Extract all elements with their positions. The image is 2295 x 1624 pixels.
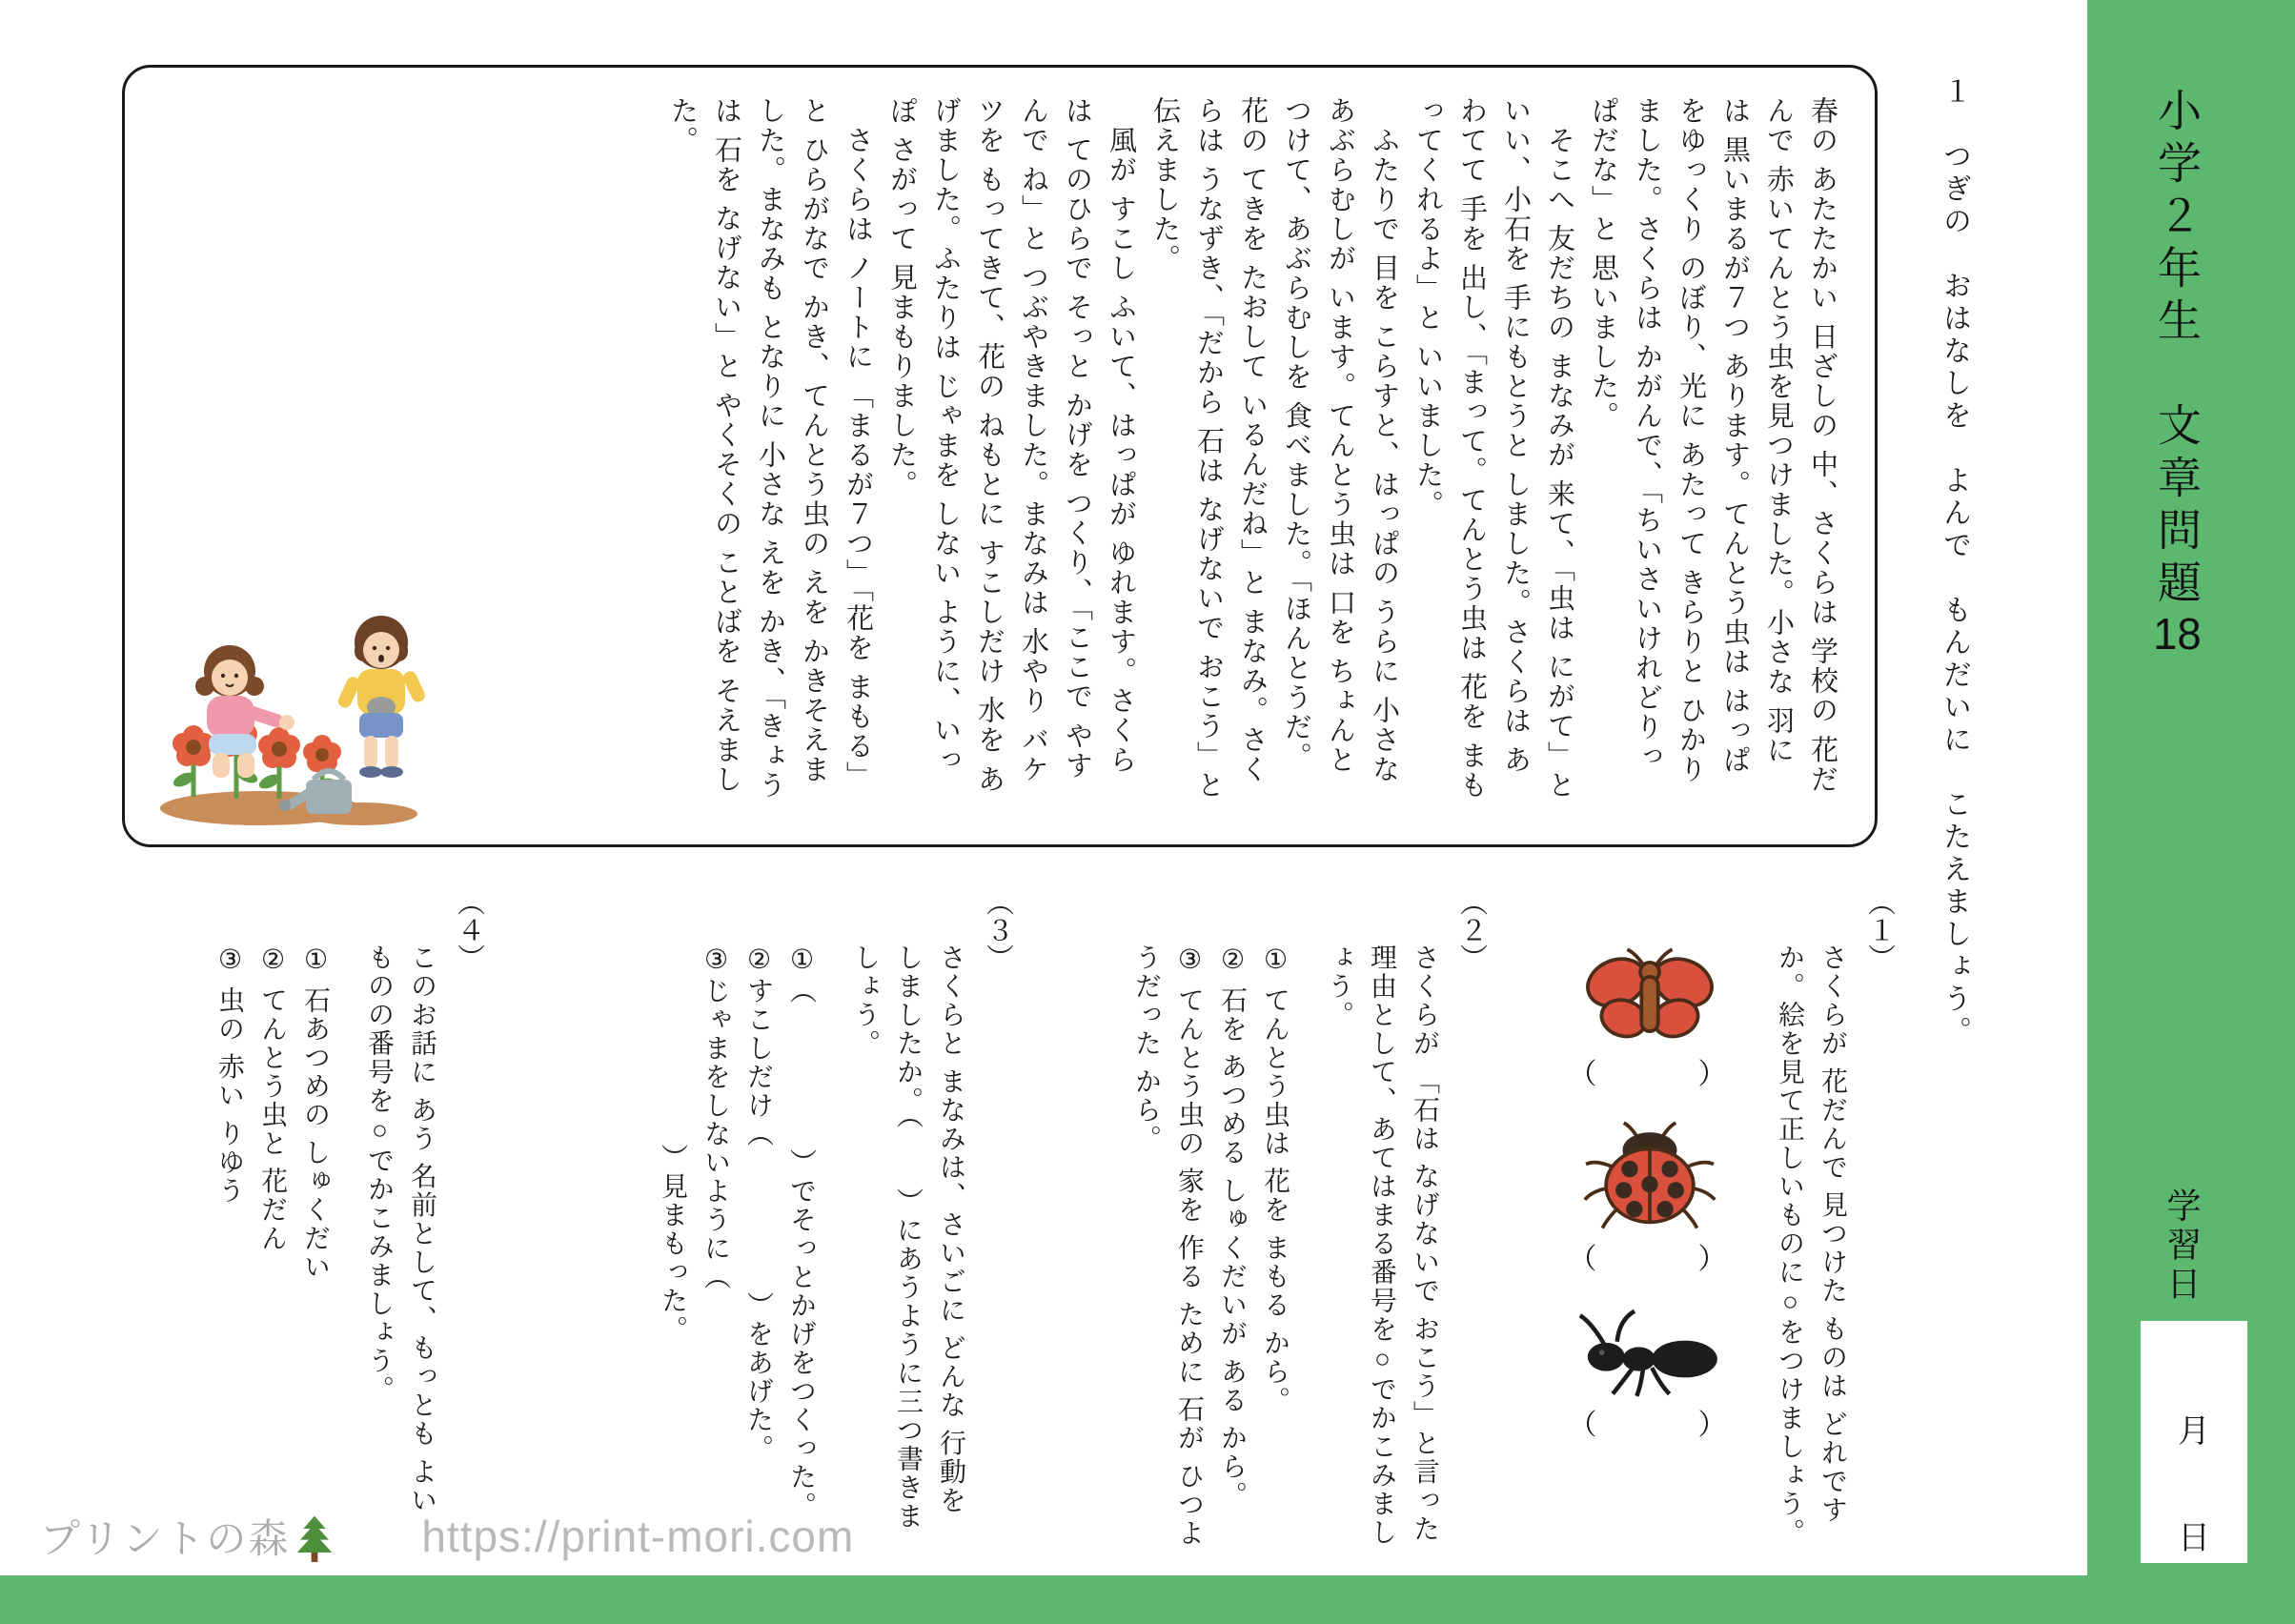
question-line: さくらと まなみは、さいごに どんな 行動を <box>937 944 966 1515</box>
story-line: んで ね」と つぶやきました。まなみは 水やり バケ <box>1018 96 1048 785</box>
footer <box>40 1508 854 1565</box>
question-1-content <box>1556 888 1855 1571</box>
butterfly-icon <box>1577 944 1722 1050</box>
option-1[interactable]: ① てんとう虫は 花を まもる から。 <box>1261 944 1290 1415</box>
option-3[interactable]: ③じゃまをしないように（ <box>701 944 731 1291</box>
question-3 <box>652 888 1023 1571</box>
worksheet-title-text: 小学２年生 文章問題 <box>2152 88 2202 612</box>
question-3-header: （３） <box>983 888 1013 971</box>
figure-ant <box>1556 1302 1742 1443</box>
story-line: 伝えました。 <box>1149 96 1180 274</box>
story-box <box>122 65 1878 847</box>
date-box <box>2141 1321 2247 1563</box>
question-4-header: （４） <box>454 888 484 971</box>
study-date-label: 学習日 <box>2163 1188 2202 1305</box>
story-line: らは うなずき、「だから 石は なげないで おこう」と <box>1193 96 1224 801</box>
story-text <box>640 96 1844 825</box>
option-1[interactable]: ① 石あつめの しゅくだい <box>301 944 331 1282</box>
story-line: をゆっくり のぼり、光に あたって きらりと ひかり <box>1676 96 1706 785</box>
question-2-header: （２） <box>1456 888 1487 971</box>
story-line: ました。さくらは かがんで、「ちいさいけれどりっ <box>1632 96 1662 772</box>
question-3-content <box>652 888 973 1571</box>
story-line: は てのひらで そっと かげを つくり、「ここで やす <box>1062 96 1092 781</box>
option-2[interactable]: ②すこしだけ（ ）をあげた。 <box>744 944 774 1463</box>
story-line: つけて、あぶらむしを 食べました。「ほんとうだ。 <box>1281 96 1311 772</box>
story-line: 風が すこし ふいて、はっぱが ゆれます。さくら <box>1106 96 1136 776</box>
story-line: ツを もってきて、花の ねもとに すこしだけ 水を あ <box>974 96 1005 795</box>
figure-butterfly <box>1556 944 1742 1092</box>
story-line: そこへ 友だちの まなみが 来て、「虫は にがて」と <box>1544 96 1574 801</box>
story-line: した。まなみも となりに 小さな えを かき、「きょう <box>755 96 785 801</box>
question-1-figures <box>1556 944 1742 1553</box>
answer-blank[interactable]: （ ） <box>1568 1059 1731 1090</box>
story-line: あぶらむしが います。てんとう虫は 口を ちょんと <box>1325 96 1355 776</box>
question-4 <box>209 888 494 1571</box>
ant-icon <box>1574 1302 1726 1401</box>
story-line: ってくれるよ」と いいました。 <box>1412 96 1443 520</box>
story-line: んで 赤いてんとう虫を見つけました。小さな 羽に <box>1763 96 1794 766</box>
story-illustration <box>146 520 489 835</box>
instruction: １ つぎの おはなしを よんで もんだいに こたえましょう。 <box>1939 76 1970 1048</box>
option-1[interactable]: ①（ ）でそっとかげをつくった。 <box>787 944 817 1520</box>
question-line: 理由として、あてはまる番号を○でかこみまし <box>1368 944 1397 1547</box>
day-label: 日 <box>2178 1520 2210 1556</box>
story-line: わてて 手を 出し、「まって。てんとう虫は 花を まも <box>1456 96 1487 801</box>
story-line: は 黒いまるが７つ あります。てんとう虫は はっぱ <box>1719 96 1750 776</box>
question-line: か。絵を見て正しいものに○をつけましょう。 <box>1776 944 1805 1547</box>
question-2-content <box>1126 888 1447 1571</box>
question-line: しょう。 <box>851 944 881 1058</box>
question-line: このお話に あう 名前として、もっとも よい <box>408 944 437 1515</box>
story-line: と ひらがなで かき、てんとう虫の えを かきそえま <box>799 96 829 785</box>
story-line: さくらは ノートに 「まるが７つ」「花を まもる」 <box>843 96 873 791</box>
story-line: 花の てきを たおして いるんだね」と まなみ。さく <box>1237 96 1268 785</box>
site-url[interactable]: https://print-mori.com <box>421 1512 855 1561</box>
bottom-bar <box>0 1575 2295 1624</box>
month-label: 月 <box>2178 1413 2210 1450</box>
answer-blank[interactable]: （ ） <box>1568 1410 1731 1441</box>
question-1 <box>1556 888 1904 1571</box>
option-2[interactable]: ② 石を あつめる しゅくだいが ある から。 <box>1218 944 1248 1510</box>
question-1-header: （１） <box>1864 888 1895 971</box>
option-3-continued[interactable]: うだった から。 <box>1132 944 1162 1153</box>
story-line: げました。ふたりは じゃまを しない ように、いっ <box>930 96 961 776</box>
tree-icon <box>295 1514 334 1562</box>
worksheet-title-number: 18 <box>2153 612 2202 656</box>
option-2[interactable]: ② てんとう虫と 花だん <box>258 944 288 1253</box>
option-3[interactable]: ③ 虫の 赤い りゆう <box>215 944 245 1206</box>
figure-ladybug <box>1556 1117 1742 1277</box>
question-line: さくらが 花だんで 見つけた ものは どれです <box>1818 944 1848 1525</box>
girl-right <box>336 616 427 778</box>
story-line: ぽ さがって 見まもりました。 <box>886 96 917 500</box>
flowers <box>173 716 341 772</box>
question-line: ものの番号を○でかこみましょう。 <box>365 944 395 1404</box>
question-4-content <box>209 888 444 1571</box>
question-line: しましたか。（ ）にあうように三つ書きま <box>894 944 924 1531</box>
story-line: は 石を なげない」と やくそくの ことばを そえまし <box>711 96 741 795</box>
question-line: さくらが 「石は なげないで おこう」と言った <box>1411 944 1440 1544</box>
question-line: ょう。 <box>1325 944 1354 1029</box>
option-3[interactable]: ③ てんとう虫の 家を 作る ために 石が ひつよ <box>1175 944 1205 1548</box>
story-line: いい、小石を 手にもとうと しました。さくらは あ <box>1500 96 1531 776</box>
story-line: ふたりで 目を こらすと、はっぱの うらに 小さな <box>1369 96 1399 785</box>
question-2 <box>1126 888 1496 1571</box>
answer-blank[interactable]: （ ） <box>1568 1244 1731 1275</box>
story-line: 春の あたたかい 日ざしの 中、さくらは 学校の 花だ <box>1807 96 1838 795</box>
story-line: ぱだな」と 思いました。 <box>1588 96 1618 432</box>
option-3-continued[interactable]: ）見まもった。 <box>659 944 688 1344</box>
story-line: た。 <box>667 96 698 155</box>
site-name: プリントの森 <box>40 1516 291 1561</box>
worksheet-title <box>2143 88 2211 1136</box>
ladybug-icon <box>1578 1117 1721 1235</box>
